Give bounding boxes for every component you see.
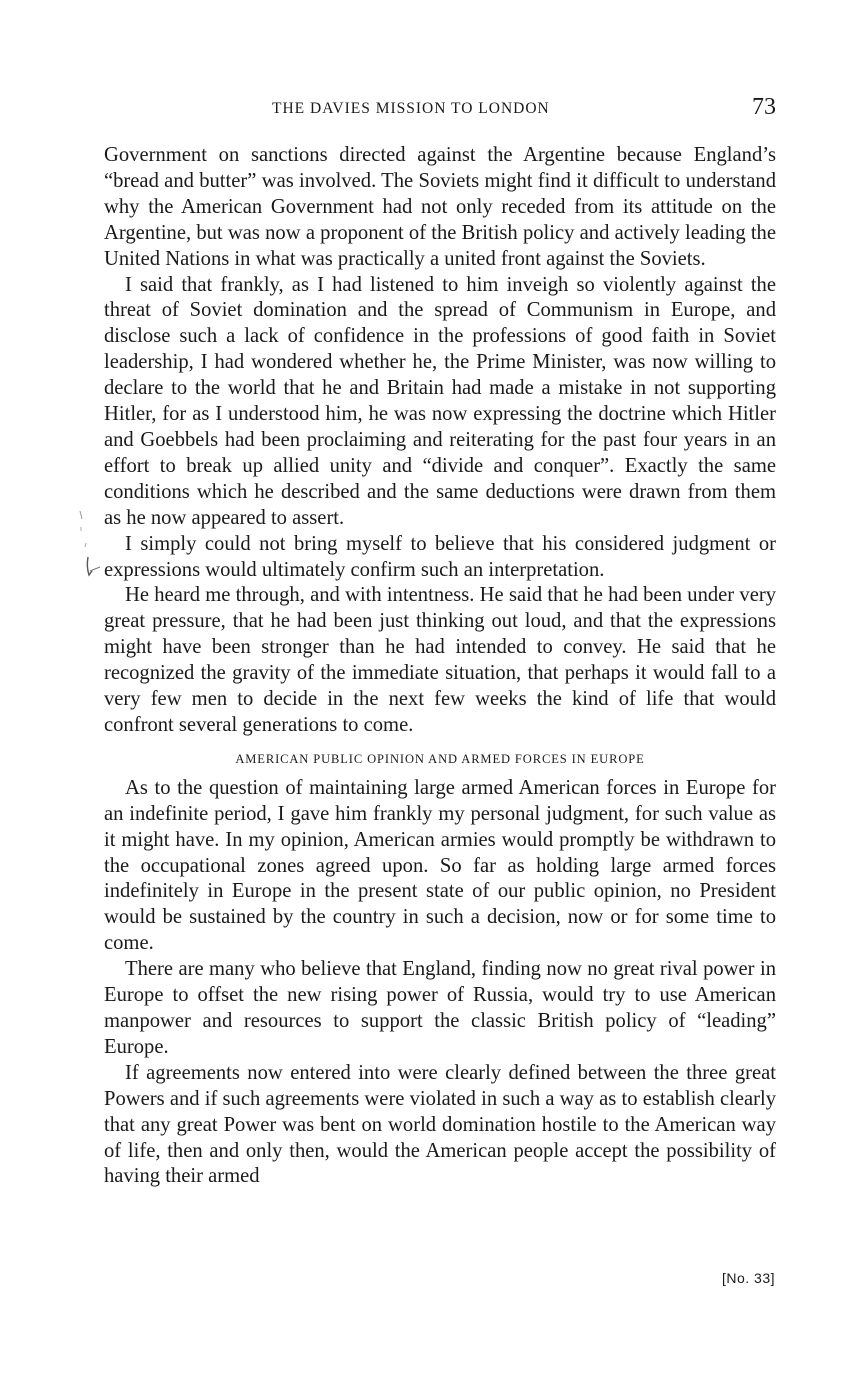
paragraph: I said that frankly, as I had listened to him inveigh so violently against the threat of Soviet domination and the spread of Communism in Europe, and disclose such a lack of confidence in the professions of good faith in Soviet leadership, I had wondered whether he, the Prime Minister, was now willing to declare to the world that he and Britain had made a mistake in not supporting Hitler, for as I understood him, he was now expressing the doctrine which Hitler and Goebbels had been proclaiming and reiterating for the past four years in an effort to break up allied unity and “divide and conquer”. Exactly the same conditions which he described and the same deductions were drawn from them as he now appeared to assert.: [104, 273, 776, 529]
running-head: [104, 94, 776, 124]
paragraph: There are many who believe that England, finding now no great rival power in Europe to offset the new rising power of Russia, would try to use American manpower and resources to support the classic British policy of “leading” Europe.: [104, 958, 776, 1058]
running-title: THE DAVIES MISSION TO LONDON: [272, 100, 550, 117]
paragraph: Government on sanctions directed against the Argentine because England’s “bread and butter” was involved. The Soviets might find it difficult to understand why the American Government had not only receded from its attitude on the Argentine, but was now a proponent of the British policy and actively leading the United Nations in what was practically a united front against the Soviets.: [104, 144, 776, 270]
paragraph: I simply could not bring myself to believe that his considered judgment or expressions would ultimately confirm such an interpretation.: [104, 532, 776, 581]
paragraph: He heard me through, and with intentness. He said that he had been under very great pressure, that he had been just thinking out loud, and that the expressions might have been stronger than he had intended to convey. He said that he recognized the gravity of the immediate situation, that perhaps it would fall to a very few men to decide in the next few weeks the kind of life that would confront several generations to come.: [104, 584, 776, 736]
body-text: [104, 143, 776, 1190]
document-number: [No. 33]: [721, 1270, 775, 1286]
page-number: 73: [752, 94, 776, 120]
paragraph: If agreements now entered into were clearly defined between the three great Powers and if such agreements were violated in such a way as to establish clearly that any great Power was bent on world domination hostile to the American way of life, then and only then, would the American people accept the possibility of having their armed: [104, 1061, 776, 1188]
paragraph: As to the question of maintaining large armed American forces in Europe for an indefinite period, I gave him frankly my personal judgment, for such value as it might have. In my opinion, American armies would promptly be withdrawn to the occupational zones agreed upon. So far as holding large armed forces indefinitely in Europe in the present state of our public opinion, no President would be sustained by the country in such a decision, now or for some time to come.: [104, 776, 776, 955]
section-heading: AMERICAN PUBLIC OPINION AND ARMED FORCES IN EUROPE: [235, 751, 645, 766]
